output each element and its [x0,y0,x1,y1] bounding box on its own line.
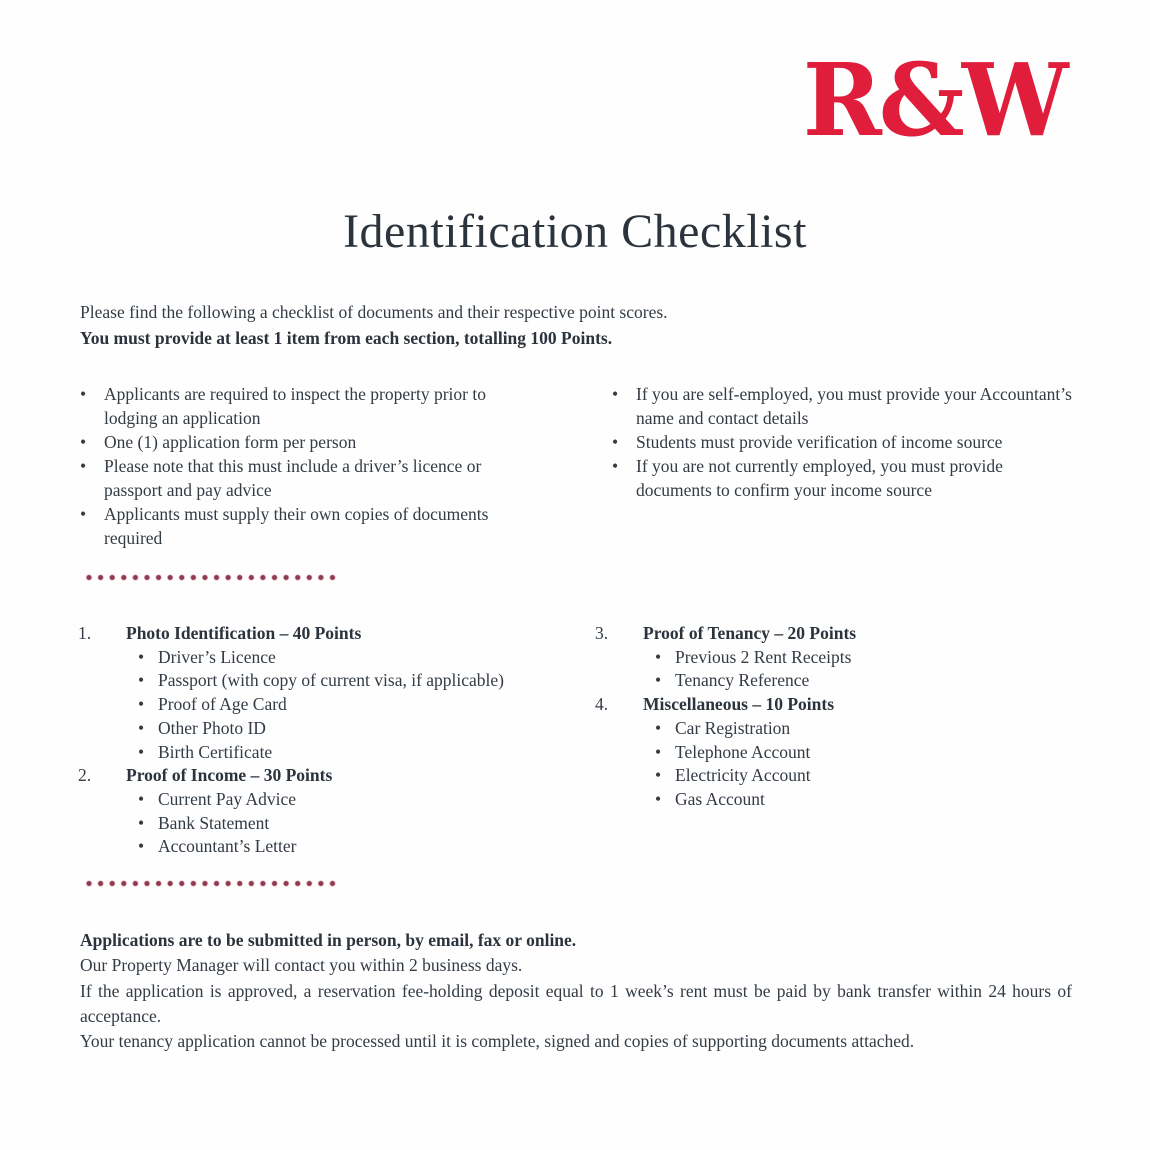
section-heading: Miscellaneous – 10 Points [643,694,835,715]
dotted-divider [85,879,341,888]
list-item: • Passport (with copy of current visa, if applicable) [138,669,595,693]
notes-right-column [612,382,1082,550]
section-heading: Proof of Income – 30 Points [126,765,333,786]
points-sections [78,622,1095,859]
rw-brand-logo: R&W [803,41,1066,159]
intro-line-2: You must provide at least 1 item from each section, totalling 100 Points. [80,328,613,348]
bullet-icon: • [612,384,619,404]
sections-left-column [78,622,595,859]
bullet-icon: • [138,788,145,809]
footer-line-2: Our Property Manager will contact you within 2 business days. [80,955,523,976]
section-heading: Proof of Tenancy – 20 Points [643,623,857,643]
footer-line-4: Your tenancy application cannot be processed until it is complete, signed and copies of supporting documents attached. [80,1031,915,1052]
list-item: • If you are self-employed, you must provide your Accountant’s name and contact details [612,384,1072,428]
bullet-icon: • [655,788,662,809]
list-item: • Electricity Account [655,764,1095,788]
bullet-icon: • [80,504,87,524]
bullet-icon: • [655,741,662,762]
general-notes [80,382,1082,550]
section-number: 3. [595,623,609,643]
footer-line-3: If the application is approved, a reservation fee-holding deposit equal to 1 week’s rent must be paid by bank transfer within 24 hours of acceptance. [80,980,1072,1026]
bullet-icon: • [138,836,145,857]
notes-left-column [80,382,612,550]
list-item: • One (1) application form per person [80,432,357,452]
bullet-icon: • [80,456,87,476]
list-item: • Applicants are required to inspect the property prior to lodging an application [80,384,486,428]
list-item: • Gas Account [655,788,1095,812]
section-number: 1. [78,623,92,643]
list-item: • Driver’s Licence [138,646,595,670]
list-item: • Current Pay Advice [138,788,595,812]
dotted-divider [85,573,341,582]
list-item: • If you are not currently employed, you must provide documents to confirm your income source [612,456,1003,500]
list-item: • Students must provide verification of income source [612,432,1003,452]
bullet-icon: • [655,670,662,691]
page-title: Identification Checklist [343,205,807,258]
bullet-icon: • [612,432,619,452]
bullet-icon: • [655,646,662,667]
list-item: • Telephone Account [655,741,1095,765]
intro-line-1: Please find the following a checklist of documents and their respective point scores. [80,302,668,322]
intro-paragraph [80,299,668,351]
bullet-icon: • [138,694,145,715]
list-item: • Proof of Age Card [138,693,595,717]
list-item: • Applicants must supply their own copies of documents required [80,504,489,548]
footer-line-1: Applications are to be submitted in person, by email, fax or online. [80,930,577,950]
submission-instructions [80,928,1072,1054]
section-heading: Photo Identification – 40 Points [126,623,362,643]
bullet-icon: • [80,384,87,404]
section-proof-of-tenancy [595,622,1095,693]
bullet-icon: • [138,670,145,691]
bullet-icon: • [138,741,145,762]
list-item: • Previous 2 Rent Receipts [655,646,1095,670]
bullet-icon: • [138,812,145,833]
sections-right-column [595,622,1095,859]
bullet-icon: • [655,765,662,786]
list-item: • Car Registration [655,717,1095,741]
bullet-icon: • [655,717,662,738]
list-item: • Other Photo ID [138,717,595,741]
bullet-icon: • [138,646,145,667]
bullet-icon: • [612,456,619,476]
list-item: • Birth Certificate [138,741,595,765]
bullet-icon: • [138,717,145,738]
section-photo-identification [78,622,595,764]
list-item: • Please note that this must include a driver’s licence or passport and pay advice [80,456,482,500]
list-item: • Tenancy Reference [655,669,1095,693]
bullet-icon: • [80,432,87,452]
section-miscellaneous [595,693,1095,812]
section-number: 4. [595,694,609,715]
section-number: 2. [78,765,92,786]
list-item: • Bank Statement [138,812,595,836]
list-item: • Accountant’s Letter [138,835,595,859]
section-proof-of-income [78,764,595,859]
